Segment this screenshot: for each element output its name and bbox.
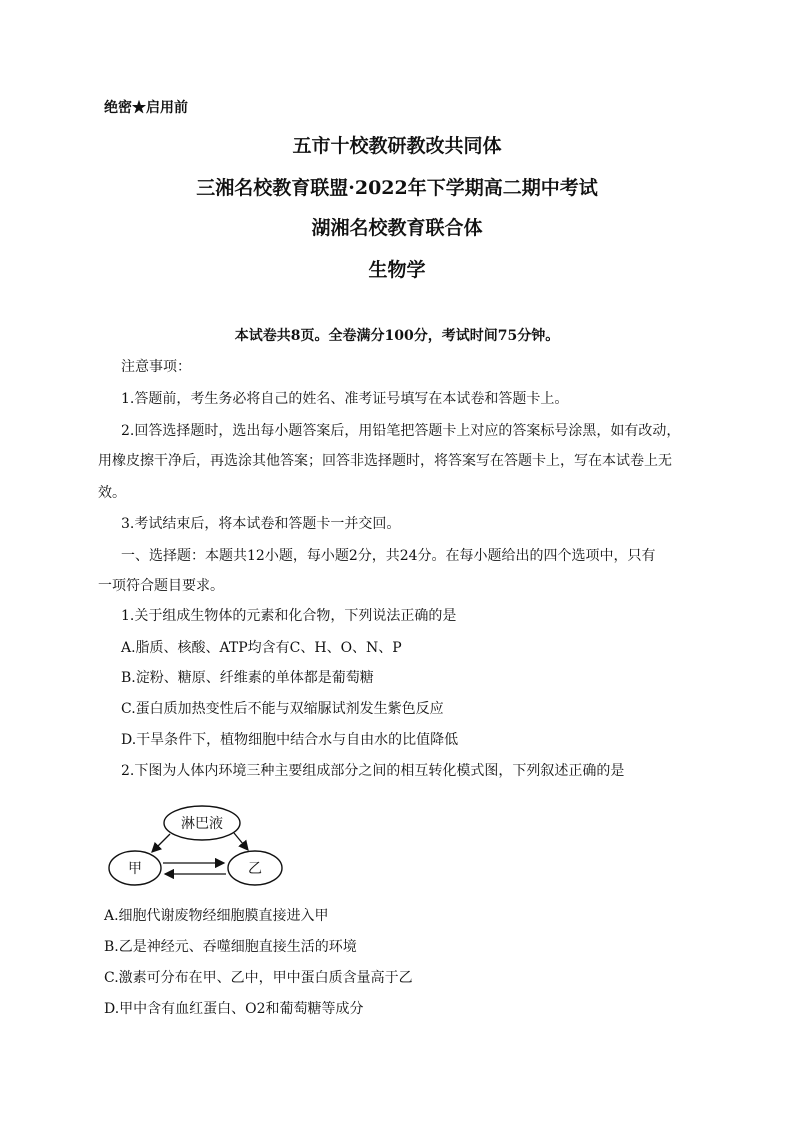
arrow-lymph-to-jia <box>152 834 170 852</box>
notice-item-3: 3.考试结束后，将本试卷和答题卡一并交回。 <box>121 516 401 532</box>
node-yi-label: 乙 <box>248 861 262 877</box>
notice-item-2-line-3: 效。 <box>98 485 126 501</box>
title-line-1: 五市十校教研教改共同体 <box>292 135 502 157</box>
section1-intro-line-2: 一项符合题目要求。 <box>98 578 224 594</box>
q1-option-b: B.淀粉、糖原、纤维素的单体都是葡萄糖 <box>121 670 374 686</box>
secret-mark: 绝密★启用前 <box>104 100 188 116</box>
q1-option-c: C.蛋白质加热变性后不能与双缩脲试剂发生紫色反应 <box>121 701 444 717</box>
q2-option-b: B.乙是神经元、吞噬细胞直接生活的环境 <box>104 939 357 955</box>
q2-option-d: D.甲中含有血红蛋白、O2和葡萄糖等成分 <box>104 1001 364 1017</box>
section1-intro-line-1: 一、选择题：本题共12小题，每小题2分，共24分。在每小题给出的四个选项中，只有 <box>121 548 656 564</box>
exam-info: 本试卷共8页。全卷满分100分，考试时间75分钟。 <box>234 328 560 344</box>
title-line-2: 三湘名校教育联盟·2022年下学期高二期中考试 <box>196 177 598 199</box>
notice-heading: 注意事项： <box>121 359 191 375</box>
q1-stem: 1.关于组成生物体的元素和化合物，下列说法正确的是 <box>121 608 457 624</box>
q2-stem: 2.下图为人体内环境三种主要组成部分之间的相互转化模式图，下列叙述正确的是 <box>121 763 625 779</box>
q2-option-c: C.激素可分布在甲、乙中，甲中蛋白质含量高于乙 <box>104 970 413 986</box>
node-lymph-label: 淋巴液 <box>181 816 223 832</box>
node-jia-label: 甲 <box>128 861 142 877</box>
notice-item-2-line-2: 用橡皮擦干净后，再选涂其他答案；回答非选择题时，将答案写在答题卡上，写在本试卷上无 <box>98 453 672 469</box>
notice-item-2-line-1: 2.回答选择题时，选出每小题答案后，用铅笔把答题卡上对应的答案标号涂黑，如有改动， <box>121 423 681 439</box>
q2-option-a: A.细胞代谢废物经细胞膜直接进入甲 <box>104 908 329 924</box>
title-line-3: 湖湘名校教育联合体 <box>311 217 483 239</box>
q1-option-d: D.干旱条件下，植物细胞中结合水与自由水的比值降低 <box>121 732 459 748</box>
subject-title: 生物学 <box>368 259 426 281</box>
notice-item-1: 1.答题前，考生务必将自己的姓名、准考证号填写在本试卷和答题卡上。 <box>121 391 569 407</box>
arrow-yi-to-lymph <box>234 833 248 850</box>
fluid-conversion-diagram <box>108 800 288 890</box>
q1-option-a: A.脂质、核酸、ATP均含有C、H、O、N、P <box>121 640 402 656</box>
